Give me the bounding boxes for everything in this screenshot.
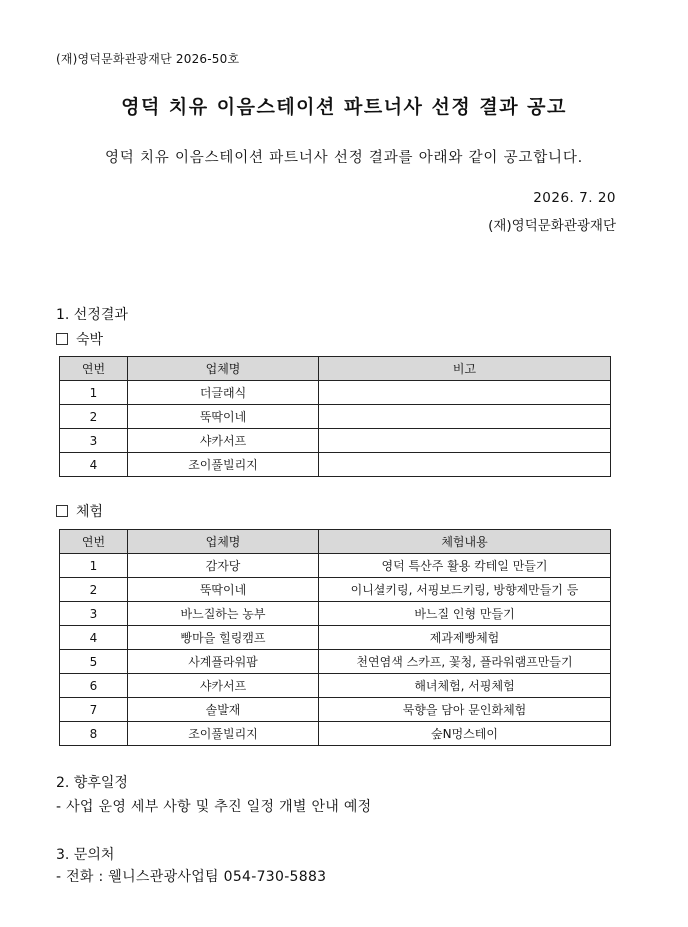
cell-note [319, 429, 611, 453]
cell-program: 제과제빵체험 [319, 626, 611, 650]
cell-no: 3 [60, 602, 128, 626]
table-row [60, 381, 611, 405]
cell-company: 뚝딱이네 [128, 405, 319, 429]
cell-no: 4 [60, 453, 128, 477]
cell-no: 5 [60, 650, 128, 674]
section-1-heading: 1. 선정결과 [56, 307, 128, 323]
cell-no: 8 [60, 722, 128, 746]
cell-no: 1 [60, 554, 128, 578]
lodging-subheading [56, 329, 103, 349]
cell-program: 영덕 특산주 활용 칵테일 만들기 [319, 554, 611, 578]
cell-no: 7 [60, 698, 128, 722]
cell-company: 솔발재 [128, 698, 319, 722]
cell-company: 사계플라워팜 [128, 650, 319, 674]
table-header-row [60, 357, 611, 381]
table-row [60, 453, 611, 477]
experience-subheading [56, 501, 103, 521]
cell-company: 샤카서프 [128, 429, 319, 453]
experience-table [59, 529, 611, 746]
checkbox-square-icon [56, 505, 68, 517]
table-row [60, 405, 611, 429]
cell-program: 천연염색 스카프, 꽃청, 플라워램프만들기 [319, 650, 611, 674]
schedule-note: - 사업 운영 세부 사항 및 추진 일정 개별 안내 예정 [56, 799, 372, 815]
cell-company: 바느질하는 농부 [128, 602, 319, 626]
table-row [60, 578, 611, 602]
section-3-heading: 3. 문의처 [56, 847, 115, 863]
cell-program: 묵향을 담아 문인화체험 [319, 698, 611, 722]
cell-company: 빵마을 힐링캠프 [128, 626, 319, 650]
table-row [60, 698, 611, 722]
cell-no: 2 [60, 405, 128, 429]
cell-company: 조이풀빌리지 [128, 722, 319, 746]
header-program: 체험내용 [319, 530, 611, 554]
cell-company: 뚝딱이네 [128, 578, 319, 602]
issuing-organization: (재)영덕문화관광재단 [488, 218, 616, 234]
cell-program: 바느질 인형 만들기 [319, 602, 611, 626]
header-no: 연번 [60, 530, 128, 554]
cell-company: 조이풀빌리지 [128, 453, 319, 477]
table-header-row [60, 530, 611, 554]
section-2-heading: 2. 향후일정 [56, 775, 128, 791]
experience-label: 체험 [76, 504, 104, 520]
header-company: 업체명 [128, 357, 319, 381]
lodging-table [59, 356, 611, 477]
table-row [60, 554, 611, 578]
table-row [60, 429, 611, 453]
cell-note [319, 405, 611, 429]
cell-company: 감자당 [128, 554, 319, 578]
header-no: 연번 [60, 357, 128, 381]
table-row [60, 650, 611, 674]
header-note: 비고 [319, 357, 611, 381]
cell-company: 샤카서프 [128, 674, 319, 698]
document-number: (재)영덕문화관광재단 2026-50호 [56, 52, 240, 66]
table-row [60, 722, 611, 746]
page-title: 영덕 치유 이음스테이션 파트너사 선정 결과 공고 [121, 96, 567, 118]
cell-program: 해녀체험, 서핑체험 [319, 674, 611, 698]
table-row [60, 674, 611, 698]
cell-no: 3 [60, 429, 128, 453]
cell-no: 6 [60, 674, 128, 698]
cell-no: 2 [60, 578, 128, 602]
cell-note [319, 453, 611, 477]
cell-no: 4 [60, 626, 128, 650]
cell-program: 숲N멍스테이 [319, 722, 611, 746]
cell-program: 이니셜키링, 서핑보드키링, 방향제만들기 등 [319, 578, 611, 602]
header-company: 업체명 [128, 530, 319, 554]
cell-no: 1 [60, 381, 128, 405]
table-row [60, 602, 611, 626]
lodging-label: 숙박 [76, 332, 104, 348]
table-row [60, 626, 611, 650]
intro-text: 영덕 치유 이음스테이션 파트너사 선정 결과를 아래와 같이 공고합니다. [104, 150, 584, 166]
cell-note [319, 381, 611, 405]
checkbox-square-icon [56, 333, 68, 345]
announcement-date: 2026. 7. 20 [533, 190, 616, 206]
contact-info: - 전화 : 웰니스관광사업팀 054-730-5883 [56, 869, 327, 885]
cell-company: 더글래식 [128, 381, 319, 405]
